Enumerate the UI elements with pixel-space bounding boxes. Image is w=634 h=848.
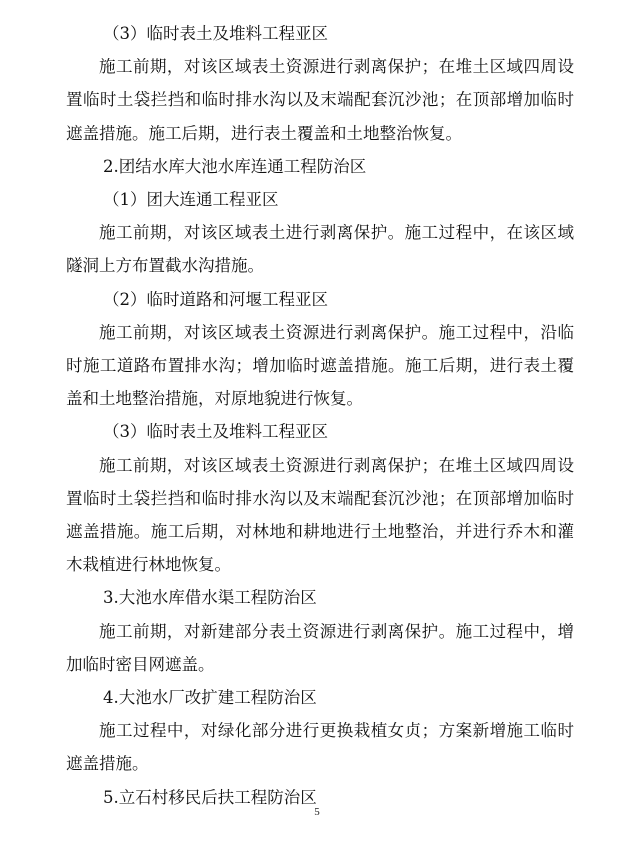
subsection-heading: （3）临时表土及堆料工程亚区 xyxy=(103,24,328,43)
body-paragraph: 施工前期，对该区域表土资源进行剥离保护；在堆土区域四周设置临时土袋拦挡和临时排水沟以及末端配套沉沙池；在顶部增加临时遮盖措施。施工后期，进行表土覆盖和土地整治恢复。 xyxy=(66,57,574,143)
body-paragraph: 施工前期，对该区域表土进行剥离保护。施工过程中，在该区域隧洞上方布置截水沟措施。 xyxy=(66,223,574,276)
section-heading: 5.立石村移民后扶工程防治区 xyxy=(103,787,317,807)
body-paragraph: 施工过程中，对绿化部分进行更换栽植女贞；方案新增施工临时遮盖措施。 xyxy=(66,721,574,774)
section-heading: 3.大池水库借水渠工程防治区 xyxy=(103,588,317,608)
document-body xyxy=(66,17,574,814)
section-heading: 4.大池水厂改扩建工程防治区 xyxy=(103,688,317,708)
subsection-heading: （2）临时道路和河堰工程亚区 xyxy=(103,289,328,309)
body-paragraph: 施工前期，对新建部分表土资源进行剥离保护。施工过程中，增加临时密目网遮盖。 xyxy=(66,621,574,674)
subsection-heading: （1）团大连通工程亚区 xyxy=(103,190,279,210)
body-paragraph: 施工前期，对该区域表土资源进行剥离保护。施工过程中，沿临时施工道路布置排水沟；增加临时遮盖措施。施工后期，进行表土覆盖和土地整治措施，对原地貌进行恢复。 xyxy=(66,322,574,409)
section-heading: 2.团结水库大池水库连通工程防治区 xyxy=(103,156,367,176)
subsection-heading: （3）临时表土及堆料工程亚区 xyxy=(103,422,328,442)
page-number: 5 xyxy=(314,806,320,818)
body-paragraph: 施工前期，对该区域表土资源进行剥离保护；在堆土区域四周设置临时土袋拦挡和临时排水沟以及末端配套沉沙池；在顶部增加临时遮盖措施。施工后期，对林地和耕地进行土地整治，并进行乔木和灌木栽植进行林地恢复。 xyxy=(66,455,574,575)
